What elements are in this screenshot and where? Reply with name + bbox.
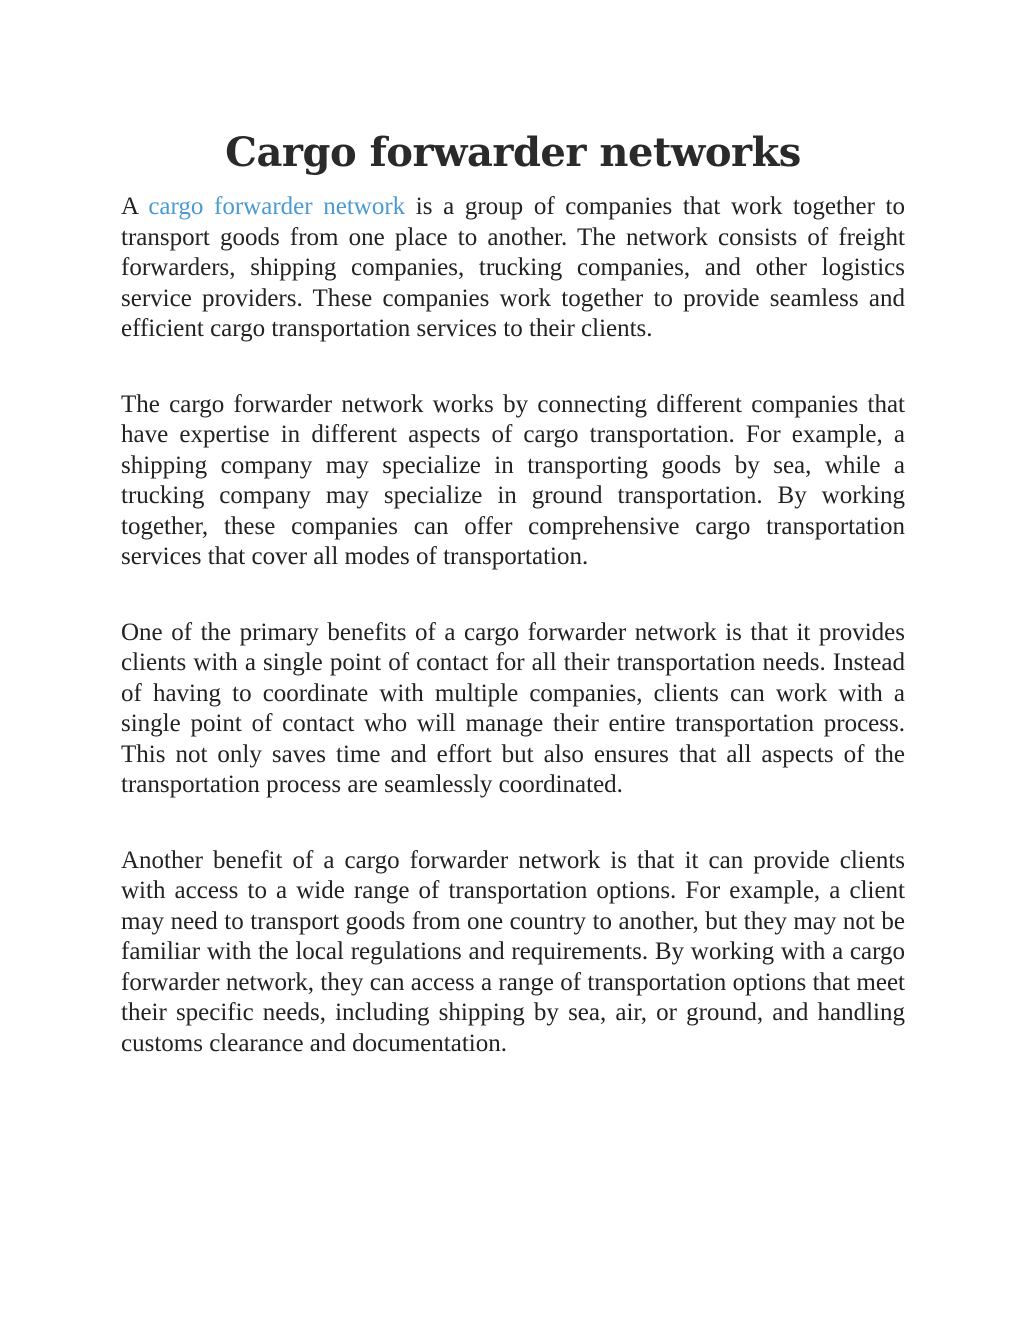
paragraph-intro-prefix: A [121, 193, 149, 220]
paragraph-single-contact-benefit: One of the primary benefits of a cargo forwarder network is that it provides clients with a single point of contact for all their transportation needs. Instead of having to coordinate with multiple companies, clients can work with a single point of contact who will manage their entire transportation process. This not only saves time and effort but also ensures that all aspects of the transportation process are seamlessly coordinated. [121, 618, 905, 798]
paragraph-how-it-works: The cargo forwarder network works by connecting different companies that have expertise in different aspects of cargo transportation. For example, a shipping company may specialize in transporting goods by sea, while a trucking company may specialize in ground transportation. By working together, these companies can offer comprehensive cargo transportation services that cover all modes of transportation. [121, 390, 905, 570]
paragraph-intro-suffix: is a group of companies that work together to transport goods from one place to another. The network consists of freight forwarders, shipping companies, trucking companies, and other logistics service providers. These companies work together to provide seamless and efficient cargo transportation services to their clients. [121, 193, 905, 342]
cargo-forwarder-network-link[interactable]: cargo forwarder network [148, 193, 406, 220]
paragraph-options-benefit: Another benefit of a cargo forwarder network is that it can provide clients with access to a wide range of transportation options. For example, a client may need to transport goods from one country to another, but they may not be familiar with the local regulations and requirements. By working with a cargo forwarder network, they can access a range of transportation options that meet their specific needs, including shipping by sea, air, or ground, and handling customs clearance and documentation. [121, 846, 905, 1057]
document-page [121, 128, 905, 1104]
paragraph-intro [121, 192, 905, 345]
page-title: Cargo forwarder networks [225, 129, 801, 176]
